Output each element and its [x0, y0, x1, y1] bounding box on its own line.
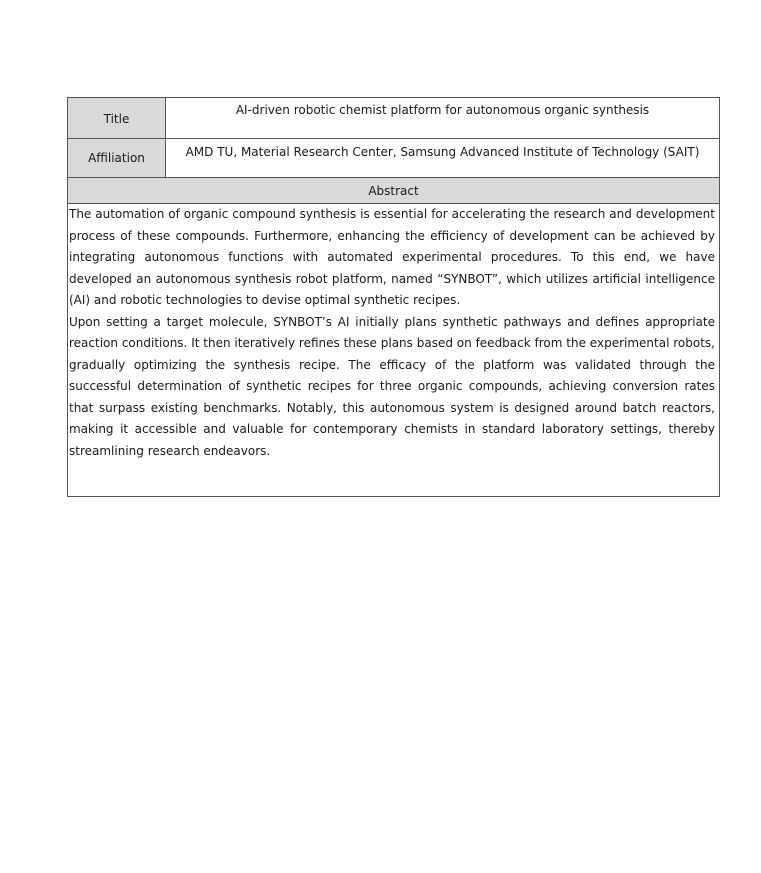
title-label: Title: [68, 98, 166, 138]
abstract-heading: Abstract: [68, 178, 719, 204]
title-value: AI-driven robotic chemist platform for autonomous organic synthesis: [235, 103, 650, 117]
abstract-paragraph-1: The automation of organic compound synthesis is essential for accelerating the research and development process of these compounds. Furthermore, enhancing the efficiency of development can be achieved by integrating autonomous functions with automated experimental procedures. To this end, we have developed an autonomous synthesis robot platform, named “SYNBOT”, which utilizes artificial intelligence (AI) and robotic technologies to devise optimal synthetic recipes.: [69, 207, 715, 307]
abstract-table: [67, 97, 720, 497]
title-row: [68, 98, 719, 139]
affiliation-row: [68, 139, 719, 178]
affiliation-label: Affiliation: [68, 139, 166, 177]
affiliation-value: AMD TU, Material Research Center, Samsung Advanced Institute of Technology (SAIT): [185, 145, 700, 159]
abstract-body: [68, 204, 719, 496]
abstract-paragraph-2: Upon setting a target molecule, SYNBOT’s AI initially plans synthetic pathways and defines appropriate reaction conditions. It then iteratively refines these plans based on feedback from the experimental robots, gradually optimizing the synthesis recipe. The efficacy of the platform was validated through the successful determination of synthetic recipes for three organic compounds, achieving conversion rates that surpass existing benchmarks. Notably, this autonomous system is designed around batch reactors, making it accessible and valuable for contemporary chemists in standard laboratory settings, thereby streamlining research endeavors.: [69, 314, 715, 458]
